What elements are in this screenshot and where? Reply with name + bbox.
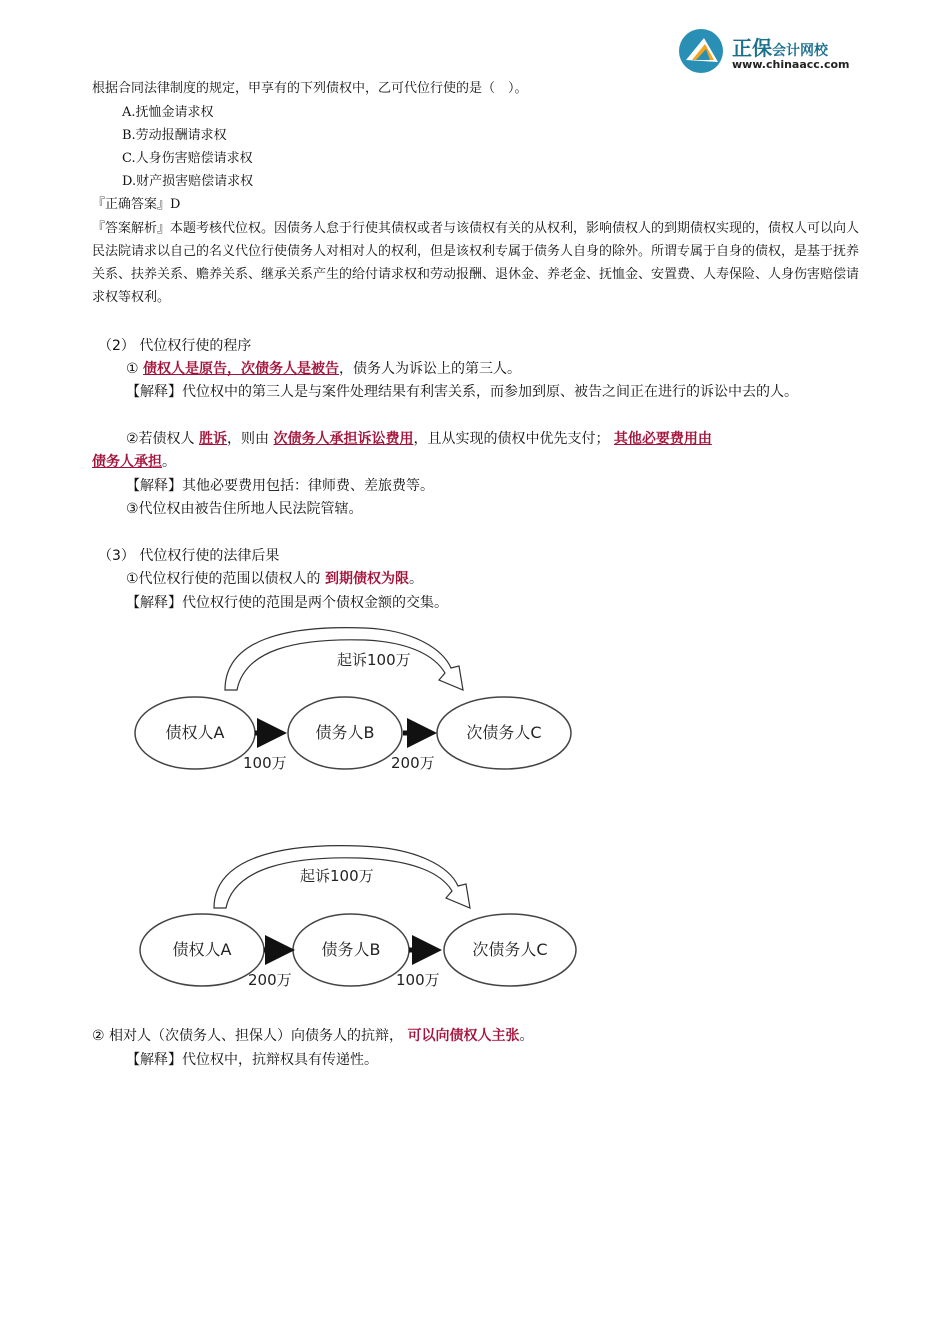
- section3-note2: 【解释】代位权中，抗辩权具有传递性。: [126, 1052, 378, 1068]
- node-debtor-b-label: 债务人B: [321, 940, 381, 959]
- node-creditor-a-label: 债权人A: [165, 723, 225, 742]
- option-a: A.抚恤金请求权: [122, 105, 214, 120]
- sue-label: 起诉100万: [337, 651, 411, 669]
- node-creditor-a-label: 债权人A: [172, 940, 232, 959]
- diagram-2: [130, 838, 590, 998]
- diagram-1: [125, 620, 585, 780]
- option-d: D.财产损害赔偿请求权: [122, 174, 254, 189]
- win-highlight: 胜诉: [199, 431, 228, 447]
- section2-item2: ②若债权人 胜诉，则由 次债务人承担诉讼费用，且从实现的债权中优先支付； 其他必要费用由: [126, 431, 712, 447]
- defense-highlight: 可以向债权人主张: [407, 1028, 520, 1044]
- sue-label: 起诉100万: [300, 867, 374, 885]
- node-subdebtor-c-label: 次债务人C: [466, 723, 542, 742]
- other-cost-highlight-b: 债务人承担: [92, 454, 162, 470]
- answer-analysis: 『答案解析』本题考核代位权。因债务人怠于行使其债权或者与该债权有关的从权利，影响债权人的到期债权实现的，债权人可以向人民法院请求以自己的名义代位行使债务人对相对人的权利，但是该权利专属于债务人自身的除外。所谓专属于自身的债权，是基于抚养关系、扶养关系、赡养关系、继承关系产生的给付请求权和劳动报酬、退休金、养老金、抚恤金、安置费、人寿保险、人身伤害赔偿请求权等权利。: [92, 221, 860, 305]
- correct-answer: 『正确答案』D: [92, 197, 181, 212]
- due-debt-highlight: 到期债权为限: [325, 571, 410, 587]
- plaintiff-defendant-highlight: 债权人是原告，次债务人是被告: [143, 361, 340, 377]
- logo-sub: 会计网校: [772, 43, 828, 59]
- section3-item1: ①代位权行使的范围以债权人的 到期债权为限。: [126, 571, 424, 587]
- section2-note2: 【解释】其他必要费用包括：律师费、差旅费等。: [126, 478, 434, 494]
- section3-note1: 【解释】代位权行使的范围是两个债权金额的交集。: [126, 595, 448, 611]
- section2-title: （2） 代位权行使的程序: [98, 338, 252, 354]
- node-debtor-b-label: 债务人B: [315, 723, 375, 742]
- option-b: B.劳动报酬请求权: [122, 128, 227, 143]
- question-stem: 根据合同法律制度的规定，甲享有的下列债权中，乙可代位行使的是（ ）。: [92, 81, 528, 96]
- section2-note1: 【解释】代位权中的第三人是与案件处理结果有利害关系，而参加到原、被告之间正在进行的诉讼中去的人。: [126, 384, 798, 400]
- section3-item2: ② 相对人（次债务人、担保人）向债务人的抗辩， 可以向债权人主张。: [92, 1028, 534, 1044]
- logo-brand: 正保: [732, 36, 772, 60]
- litigation-cost-highlight: 次债务人承担诉讼费用: [273, 431, 414, 447]
- amount-b-c: 100万: [396, 971, 440, 989]
- chinaacc-logo: [678, 28, 868, 78]
- other-cost-highlight-a: 其他必要费用由: [613, 431, 712, 447]
- logo-url: www.chinaacc.com: [732, 58, 850, 71]
- section3-title: （3） 代位权行使的法律后果: [98, 548, 280, 564]
- logo-mark-icon: [678, 28, 726, 74]
- amount-b-c: 200万: [391, 754, 435, 772]
- amount-a-b: 200万: [248, 971, 292, 989]
- section2-item1: ① 债权人是原告，次债务人是被告，债务人为诉讼上的第三人。: [126, 361, 522, 377]
- amount-a-b: 100万: [243, 754, 287, 772]
- section2-item3: ③代位权由被告住所地人民法院管辖。: [126, 501, 363, 517]
- section2-item2-cont: 债务人承担。: [92, 454, 176, 470]
- option-c: C.人身伤害赔偿请求权: [122, 151, 253, 166]
- node-subdebtor-c-label: 次债务人C: [472, 940, 548, 959]
